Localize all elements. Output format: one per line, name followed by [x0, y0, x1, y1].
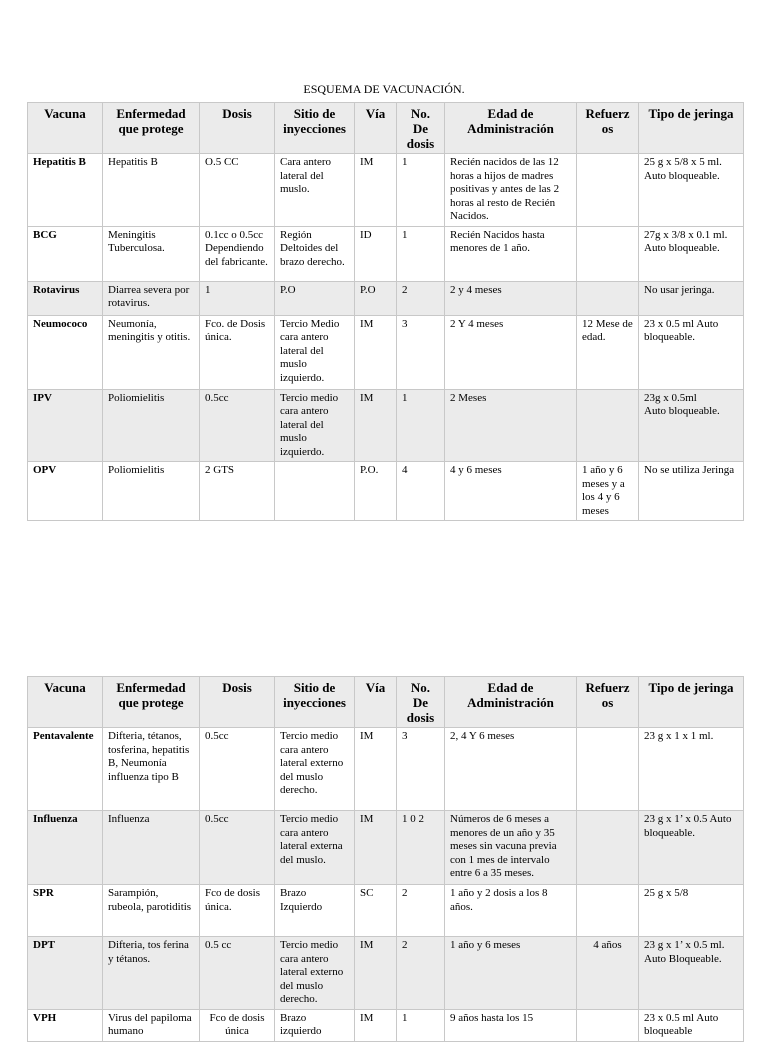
cell-refuerzos: 4 años [577, 937, 639, 1010]
table-row [28, 226, 744, 281]
header-sitio: Sitio de inyecciones [275, 103, 355, 154]
header-dosis: Dosis [200, 103, 275, 154]
table-row [28, 811, 744, 885]
cell-dosis: 1 [200, 281, 275, 315]
cell-dosis: O.5 CC [200, 154, 275, 227]
cell-vacuna: Rotavirus [28, 281, 103, 315]
cell-via: IM [355, 937, 397, 1010]
cell-dosis: Fco de dosis única. [200, 885, 275, 937]
cell-vacuna: SPR [28, 885, 103, 937]
cell-sitio: Tercio Medio cara antero lateral del muslo izquierdo. [275, 315, 355, 389]
cell-sitio: Brazo Izquierdo [275, 885, 355, 937]
cell-edad: 2 Meses [445, 389, 577, 462]
vaccination-table-1 [27, 102, 744, 521]
cell-refuerzos [577, 1009, 639, 1041]
cell-enfermedad: Poliomielitis [103, 462, 200, 521]
table-row [28, 281, 744, 315]
cell-edad: Números de 6 meses a menores de un año y 35 meses sin vacuna previa con 1 mes de intervalo entre 6 a 35 meses. [445, 811, 577, 885]
cell-enfermedad: Poliomielitis [103, 389, 200, 462]
table-header-row [28, 103, 744, 154]
cell-no-dosis: 2 [397, 281, 445, 315]
cell-enfermedad: Meningitis Tuberculosa. [103, 226, 200, 281]
cell-vacuna: BCG [28, 226, 103, 281]
cell-dosis: 2 GTS [200, 462, 275, 521]
table-header-row [28, 677, 744, 728]
cell-jeringa: No se utiliza Jeringa [639, 462, 744, 521]
cell-vacuna: Influenza [28, 811, 103, 885]
page-title: ESQUEMA DE VACUNACIÓN. [303, 82, 465, 96]
cell-jeringa: 23 x 0.5 ml Auto bloqueable. [639, 315, 744, 389]
cell-no-dosis: 1 0 2 [397, 811, 445, 885]
header-refuerzos: Refuerz os [577, 677, 639, 728]
header-no-dosis: No. De dosis [397, 103, 445, 154]
cell-edad: 1 año y 6 meses [445, 937, 577, 1010]
cell-sitio: Tercio medio cara antero lateral externo del muslo derecho. [275, 728, 355, 811]
header-via: Vía [355, 677, 397, 728]
cell-edad: 2 Y 4 meses [445, 315, 577, 389]
cell-jeringa: 23 g x 1’ x 0.5 Auto bloqueable. [639, 811, 744, 885]
cell-sitio: Brazo izquierdo [275, 1009, 355, 1041]
cell-refuerzos: 12 Mese de edad. [577, 315, 639, 389]
cell-via: IM [355, 154, 397, 227]
cell-enfermedad: Neumonía, meningitis y otitis. [103, 315, 200, 389]
cell-vacuna: OPV [28, 462, 103, 521]
cell-no-dosis: 3 [397, 315, 445, 389]
header-edad: Edad de Administración [445, 103, 577, 154]
cell-no-dosis: 4 [397, 462, 445, 521]
cell-sitio [275, 462, 355, 521]
cell-refuerzos [577, 226, 639, 281]
header-jeringa: Tipo de jeringa [639, 677, 744, 728]
table-row [28, 937, 744, 1010]
header-sitio: Sitio de inyecciones [275, 677, 355, 728]
cell-edad: Recién nacidos de las 12 horas a hijos de madres positivas y antes de las 2 horas al resto de Recién Nacidos. [445, 154, 577, 227]
table-row [28, 315, 744, 389]
cell-dosis: 0.5cc [200, 728, 275, 811]
cell-enfermedad: Sarampión, rubeola, parotiditis [103, 885, 200, 937]
header-refuerzos: Refuerz os [577, 103, 639, 154]
cell-enfermedad: Virus del papiloma humano [103, 1009, 200, 1041]
cell-vacuna: DPT [28, 937, 103, 1010]
cell-jeringa: 27g x 3/8 x 0.1 ml. Auto bloqueable. [639, 226, 744, 281]
cell-dosis: Fco de dosis única [200, 1009, 275, 1041]
cell-sitio: Región Deltoides del brazo derecho. [275, 226, 355, 281]
cell-via: IM [355, 728, 397, 811]
cell-refuerzos [577, 281, 639, 315]
cell-no-dosis: 3 [397, 728, 445, 811]
cell-no-dosis: 2 [397, 937, 445, 1010]
cell-enfermedad: Diarrea severa por rotavirus. [103, 281, 200, 315]
cell-via: SC [355, 885, 397, 937]
cell-via: IM [355, 1009, 397, 1041]
header-vacuna: Vacuna [28, 677, 103, 728]
cell-edad: Recién Nacidos hasta menores de 1 año. [445, 226, 577, 281]
cell-sitio: P.O [275, 281, 355, 315]
cell-no-dosis: 1 [397, 1009, 445, 1041]
cell-no-dosis: 1 [397, 389, 445, 462]
cell-dosis: 0.5 cc [200, 937, 275, 1010]
table-row [28, 462, 744, 521]
cell-enfermedad: Difteria, tos ferina y tétanos. [103, 937, 200, 1010]
cell-via: P.O. [355, 462, 397, 521]
cell-refuerzos [577, 154, 639, 227]
cell-via: P.O [355, 281, 397, 315]
cell-sitio: Tercio medio cara antero lateral del muslo izquierdo. [275, 389, 355, 462]
cell-via: IM [355, 389, 397, 462]
cell-jeringa: 25 g x 5/8 [639, 885, 744, 937]
table-row [28, 885, 744, 937]
cell-jeringa: 23 x 0.5 ml Auto bloqueable [639, 1009, 744, 1041]
cell-edad: 1 año y 2 dosis a los 8 años. [445, 885, 577, 937]
cell-no-dosis: 1 [397, 226, 445, 281]
cell-jeringa: 23g x 0.5ml Auto bloqueable. [639, 389, 744, 462]
cell-no-dosis: 1 [397, 154, 445, 227]
cell-jeringa: 25 g x 5/8 x 5 ml. Auto bloqueable. [639, 154, 744, 227]
header-edad: Edad de Administración [445, 677, 577, 728]
header-via: Vía [355, 103, 397, 154]
cell-edad: 2 y 4 meses [445, 281, 577, 315]
cell-via: IM [355, 811, 397, 885]
table-row [28, 389, 744, 462]
vaccination-table-2 [27, 676, 744, 1042]
cell-enfermedad: Influenza [103, 811, 200, 885]
cell-jeringa: No usar jeringa. [639, 281, 744, 315]
cell-sitio: Tercio medio cara antero lateral externa del muslo. [275, 811, 355, 885]
cell-enfermedad: Difteria, tétanos, tosferina, hepatitis B, Neumonía influenza tipo B [103, 728, 200, 811]
cell-dosis: Fco. de Dosis única. [200, 315, 275, 389]
cell-vacuna: Pentavalente [28, 728, 103, 811]
table-row [28, 1009, 744, 1041]
cell-dosis: 0.5cc [200, 811, 275, 885]
table-row [28, 154, 744, 227]
cell-refuerzos [577, 728, 639, 811]
header-no-dosis: No. De dosis [397, 677, 445, 728]
cell-dosis: 0.1cc o 0.5cc Dependiendo del fabricante. [200, 226, 275, 281]
header-jeringa: Tipo de jeringa [639, 103, 744, 154]
header-dosis: Dosis [200, 677, 275, 728]
cell-refuerzos [577, 389, 639, 462]
cell-dosis: 0.5cc [200, 389, 275, 462]
cell-no-dosis: 2 [397, 885, 445, 937]
cell-sitio: Tercio medio cara antero lateral externo del muslo derecho. [275, 937, 355, 1010]
cell-via: ID [355, 226, 397, 281]
cell-vacuna: Hepatitis B [28, 154, 103, 227]
cell-jeringa: 23 g x 1’ x 0.5 ml. Auto Bloqueable. [639, 937, 744, 1010]
cell-sitio: Cara antero lateral del muslo. [275, 154, 355, 227]
cell-vacuna: Neumococo [28, 315, 103, 389]
cell-refuerzos [577, 811, 639, 885]
cell-vacuna: IPV [28, 389, 103, 462]
cell-edad: 2, 4 Y 6 meses [445, 728, 577, 811]
header-vacuna: Vacuna [28, 103, 103, 154]
cell-refuerzos: 1 año y 6 meses y a los 4 y 6 meses [577, 462, 639, 521]
header-enfermedad: Enfermedad que protege [103, 103, 200, 154]
cell-edad: 4 y 6 meses [445, 462, 577, 521]
cell-vacuna: VPH [28, 1009, 103, 1041]
cell-enfermedad: Hepatitis B [103, 154, 200, 227]
cell-refuerzos [577, 885, 639, 937]
header-enfermedad: Enfermedad que protege [103, 677, 200, 728]
table-row [28, 728, 744, 811]
cell-via: IM [355, 315, 397, 389]
cell-edad: 9 años hasta los 15 [445, 1009, 577, 1041]
cell-jeringa: 23 g x 1 x 1 ml. [639, 728, 744, 811]
